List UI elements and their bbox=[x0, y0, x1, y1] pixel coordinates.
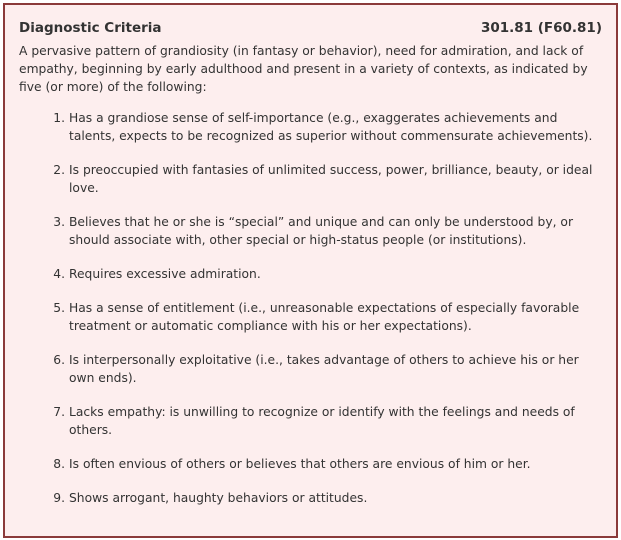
diagnostic-code: 301.81 (F60.81) bbox=[480, 20, 602, 36]
criteria-number: 8. bbox=[53, 457, 65, 471]
criteria-item bbox=[5, 403, 602, 439]
criteria-number: 9. bbox=[53, 491, 65, 505]
criteria-item bbox=[5, 351, 602, 387]
criteria-number: 4. bbox=[53, 267, 65, 281]
criteria-item bbox=[5, 109, 602, 145]
criteria-number: 1. bbox=[53, 111, 65, 125]
criteria-item bbox=[5, 161, 602, 197]
criteria-text: Believes that he or she is “special” and unique and can only be understood by, or should associate with, other special or high-status people (or institutions). bbox=[69, 215, 574, 247]
criteria-text: Has a grandiose sense of self-importance (e.g., exaggerates achievements and talents, expects to be recognized as superior without commensurate achievements). bbox=[69, 111, 593, 143]
criteria-item bbox=[5, 489, 602, 507]
criteria-number: 2. bbox=[53, 163, 65, 177]
criteria-text: Is interpersonally exploitative (i.e., takes advantage of others to achieve his or her own ends). bbox=[69, 353, 579, 385]
criteria-number: 7. bbox=[53, 405, 65, 419]
criteria-list bbox=[5, 109, 602, 523]
criteria-text: Requires excessive admiration. bbox=[69, 267, 261, 281]
criteria-text: Shows arrogant, haughty behaviors or attitudes. bbox=[69, 491, 368, 505]
criteria-item bbox=[5, 299, 602, 335]
criteria-box bbox=[3, 3, 618, 538]
criteria-text: Is often envious of others or believes that others are envious of him or her. bbox=[69, 457, 531, 471]
criteria-text: Lacks empathy: is unwilling to recognize or identify with the feelings and needs of others. bbox=[69, 405, 575, 437]
criteria-text: Has a sense of entitlement (i.e., unreasonable expectations of especially favorable treatment or automatic compliance with his or her expectations). bbox=[69, 301, 580, 333]
criteria-item bbox=[5, 455, 602, 473]
criteria-item bbox=[5, 213, 602, 249]
criteria-header bbox=[19, 20, 602, 40]
criteria-number: 6. bbox=[53, 353, 65, 367]
criteria-title: Diagnostic Criteria bbox=[19, 20, 162, 36]
criteria-number: 3. bbox=[53, 215, 65, 229]
criteria-item bbox=[5, 265, 602, 283]
criteria-intro: A pervasive pattern of grandiosity (in fantasy or behavior), need for admiration, and lack of empathy, beginning by early adulthood and present in a variety of contexts, as indicated by five (or more) of the following: bbox=[19, 44, 588, 94]
criteria-text: Is preoccupied with fantasies of unlimited success, power, brilliance, beauty, or ideal love. bbox=[69, 163, 593, 195]
criteria-number: 5. bbox=[53, 301, 65, 315]
